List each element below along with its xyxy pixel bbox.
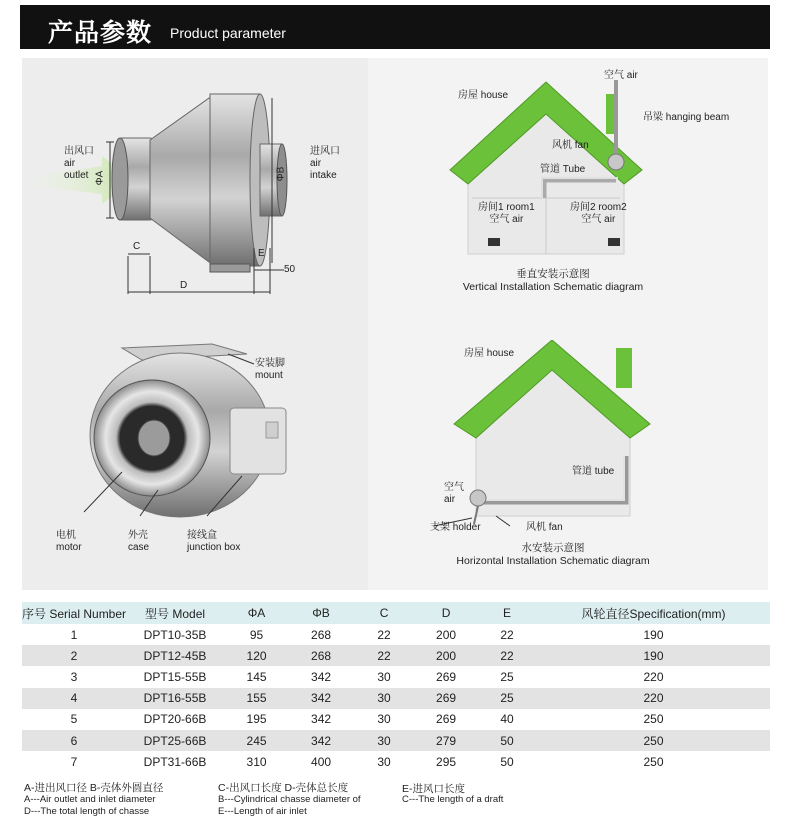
cell: 400	[289, 751, 353, 772]
header-phi-a: ΦA	[224, 602, 289, 624]
cell: 30	[353, 709, 415, 730]
table-header-row	[22, 602, 770, 624]
fan-front-panel	[22, 340, 368, 590]
house-label-h: 房屋 house	[464, 348, 515, 359]
cell: 5	[22, 709, 126, 730]
table-row	[22, 730, 770, 751]
cell: 50	[477, 730, 537, 751]
spec-table	[22, 602, 770, 772]
header-bar	[20, 5, 770, 49]
vertical-house-drawing	[368, 58, 768, 340]
cell: DPT16-55B	[126, 688, 224, 709]
cell: 250	[537, 751, 770, 772]
cell: 279	[415, 730, 477, 751]
legend-en-1: A---Air outlet and inlet diameter	[24, 794, 156, 805]
cell: 22	[477, 645, 537, 666]
cell: 25	[477, 666, 537, 687]
cell: DPT15-55B	[126, 666, 224, 687]
cell: 7	[22, 751, 126, 772]
cell: 30	[353, 666, 415, 687]
cell: 4	[22, 688, 126, 709]
cell: DPT25-66B	[126, 730, 224, 751]
legend-en-4: E---Length of air inlet	[218, 806, 307, 817]
cell: DPT12-45B	[126, 645, 224, 666]
cell: 342	[289, 709, 353, 730]
vertical-fan	[608, 154, 624, 170]
cell: 6	[22, 730, 126, 751]
c-label: C	[133, 241, 141, 252]
fan-cone	[150, 96, 217, 268]
cell: 342	[289, 730, 353, 751]
cell: 155	[224, 688, 289, 709]
cell: DPT31-66B	[126, 751, 224, 772]
header-d: D	[415, 602, 477, 624]
air-label-h: 空气 air	[444, 482, 464, 505]
cell: 30	[353, 730, 415, 751]
tube-label-v: 管道 Tube	[540, 164, 586, 175]
cell: 195	[224, 709, 289, 730]
room1-label: 房间1 room1 空气 air	[478, 202, 535, 225]
table-row	[22, 709, 770, 730]
cell: 295	[415, 751, 477, 772]
vertical-caption: 垂直安装示意图 Vertical Installation Schematic diagram	[462, 268, 644, 293]
cell: 269	[415, 666, 477, 687]
header-e: E	[477, 602, 537, 624]
air-top-label: 空气 air	[604, 70, 638, 81]
header-phi-b: ΦB	[289, 602, 353, 624]
motor-label: 电机 motor	[56, 530, 82, 553]
cell: 22	[353, 624, 415, 645]
legend-zh-2: C-出风口长度 D-壳体总长度	[218, 782, 349, 794]
cell: 190	[537, 645, 770, 666]
cell: 30	[353, 751, 415, 772]
room2-label: 房间2 room2 空气 air	[570, 202, 627, 225]
mount-label: 安装脚 mount	[255, 358, 285, 381]
cell: 269	[415, 688, 477, 709]
cell: 190	[537, 624, 770, 645]
cell: 50	[477, 751, 537, 772]
cell: 200	[415, 645, 477, 666]
cell: 22	[477, 624, 537, 645]
cell: 268	[289, 645, 353, 666]
cell: 269	[415, 709, 477, 730]
cell: 95	[224, 624, 289, 645]
case-label: 外壳 case	[128, 530, 150, 553]
e-label: E	[258, 248, 265, 259]
header-model: 型号 Model	[126, 602, 224, 624]
table-row	[22, 624, 770, 645]
horizontal-fan	[470, 490, 486, 506]
legend-en-5: C---The length of a draft	[402, 794, 504, 805]
header-c: C	[353, 602, 415, 624]
cell: 250	[537, 730, 770, 751]
table-row	[22, 751, 770, 772]
cell: 220	[537, 666, 770, 687]
horizontal-install-panel	[368, 340, 768, 590]
cell: 342	[289, 688, 353, 709]
house-wall-h	[476, 360, 630, 516]
intake-label: 进风口 air intake	[310, 146, 340, 181]
junction-label: 接线盒 junction box	[187, 530, 241, 553]
cell: 268	[289, 624, 353, 645]
fan-label-v: 风机 fan	[552, 140, 589, 151]
cell: 342	[289, 666, 353, 687]
cell: 145	[224, 666, 289, 687]
phi-b-label: ΦB	[275, 166, 287, 182]
cell: 200	[415, 624, 477, 645]
fan-side-panel	[22, 58, 368, 340]
tube-label-h: 管道 tube	[572, 466, 615, 477]
d-label: D	[180, 280, 188, 291]
legend-zh-3: E-进风口长度	[402, 783, 465, 795]
cell: DPT20-66B	[126, 709, 224, 730]
table-row	[22, 645, 770, 666]
motor-hub	[138, 420, 170, 456]
cell: 120	[224, 645, 289, 666]
holder-label: 支架 holder	[430, 522, 481, 533]
fan-label-h: 风机 fan	[526, 522, 563, 533]
legend-en-2: D---The total length of chasse	[24, 806, 150, 817]
table-row	[22, 688, 770, 709]
house-label-v: 房屋 house	[458, 90, 509, 101]
horizontal-caption: 水安装示意图 Horizontal Installation Schematic diagram	[456, 542, 650, 567]
cell: 3	[22, 666, 126, 687]
cell: DPT10-35B	[126, 624, 224, 645]
fan-side-drawing	[22, 58, 368, 340]
cell: 220	[537, 688, 770, 709]
cell: 245	[224, 730, 289, 751]
table-row	[22, 666, 770, 687]
beam-label: 吊梁 hanging beam	[643, 112, 730, 123]
title-en: Product parameter	[170, 25, 286, 41]
junction-box	[230, 408, 286, 474]
cell: 40	[477, 709, 537, 730]
cell: 2	[22, 645, 126, 666]
chimney-h	[616, 348, 632, 388]
legend-zh-1: A-进出风口径 B-壳体外圆直径	[24, 782, 164, 794]
cell: 30	[353, 688, 415, 709]
header-spec: 风轮直径Specification(mm)	[537, 602, 770, 624]
phi-a-label: ΦA	[94, 170, 106, 186]
cell: 22	[353, 645, 415, 666]
cell: 1	[22, 624, 126, 645]
cell: 250	[537, 709, 770, 730]
cell: 25	[477, 688, 537, 709]
outlet-label: 出风口 air outlet	[64, 146, 94, 181]
legend-en-3: B---Cylindrical chasse diameter of	[218, 794, 361, 805]
title-zh: 产品参数	[48, 18, 153, 47]
header-serial: 序号 Serial Number	[22, 602, 126, 624]
fifty-label: 50	[284, 264, 296, 275]
vertical-install-panel	[368, 58, 768, 340]
cell: 310	[224, 751, 289, 772]
